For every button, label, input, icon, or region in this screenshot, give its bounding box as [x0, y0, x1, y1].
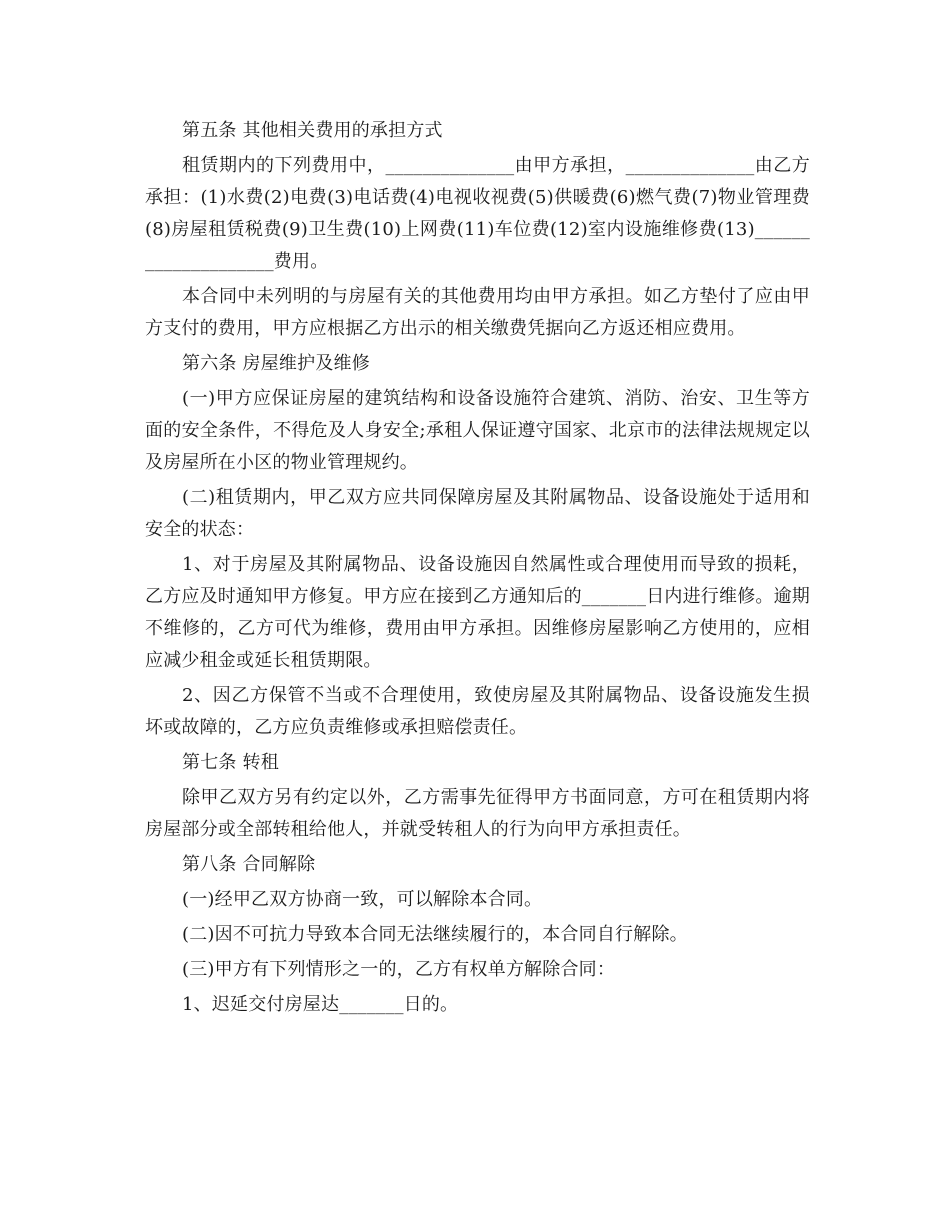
article-8-clause-2: (二)因不可抗力导致本合同无法继续履行的，本合同自行解除。	[182, 924, 688, 945]
article-8-heading: 第八条 合同解除	[182, 854, 316, 875]
article-8-item-1: 1、迟延交付房屋达_______日的。	[182, 994, 459, 1015]
article-8-clause-1: (一)经甲乙双方协商一致，可以解除本合同。	[182, 889, 543, 910]
article-6-clause-1: (一)甲方应保证房屋的建筑结构和设备设施符合建筑、消防、治安、卫生等方面的安全条件，不得危及人身安全;承租人保证遵守国家、北京市的法律法规规定以及房屋所在小区的物业管理规约。	[145, 388, 810, 473]
article-7-paragraph: 除甲乙双方另有约定以外，乙方需事先征得甲方书面同意，方可在租赁期内将房屋部分或全部转租给他人，并就受转租人的行为向甲方承担责任。	[145, 787, 810, 840]
article-6-item-1: 1、对于房屋及其附属物品、设备设施因自然属性或合理使用而导致的损耗，乙方应及时通知甲方修复。甲方应在接到乙方通知后的_______日内进行维修。逾期不维修的，乙方可代为维修，费用由甲方承担。因维修房屋影响乙方使用的，应相应减少租金或延长租赁期限。	[145, 554, 810, 671]
article-6-item-2: 2、因乙方保管不当或不合理使用，致使房屋及其附属物品、设备设施发生损坏或故障的，乙方应负责维修或承担赔偿责任。	[145, 685, 810, 738]
article-5-paragraph-fees: 租赁期内的下列费用中，______________由甲方承担，______________由乙方承担：(1)水费(2)电费(3)电话费(4)电视收视费(5)供暖费(6)燃气费(7)物业管理费(8)房屋租赁税费(9)卫生费(10)上网费(11)车位费(12)室内设施维修费(13)____________________费用。	[145, 155, 810, 272]
article-5-paragraph-other-fees: 本合同中未列明的与房屋有关的其他费用均由甲方承担。如乙方垫付了应由甲方支付的费用，甲方应根据乙方出示的相关缴费凭据向乙方返还相应费用。	[145, 286, 810, 339]
article-6-clause-2: (二)租赁期内，甲乙双方应共同保障房屋及其附属物品、设备设施处于适用和安全的状态：	[145, 487, 810, 540]
article-8-clause-3: (三)甲方有下列情形之一的，乙方有权单方解除合同：	[182, 959, 616, 980]
article-5-heading: 第五条 其他相关费用的承担方式	[182, 120, 443, 141]
article-6-heading: 第六条 房屋维护及维修	[182, 353, 370, 374]
document-body	[145, 115, 810, 1024]
article-7-heading: 第七条 转租	[182, 752, 279, 773]
